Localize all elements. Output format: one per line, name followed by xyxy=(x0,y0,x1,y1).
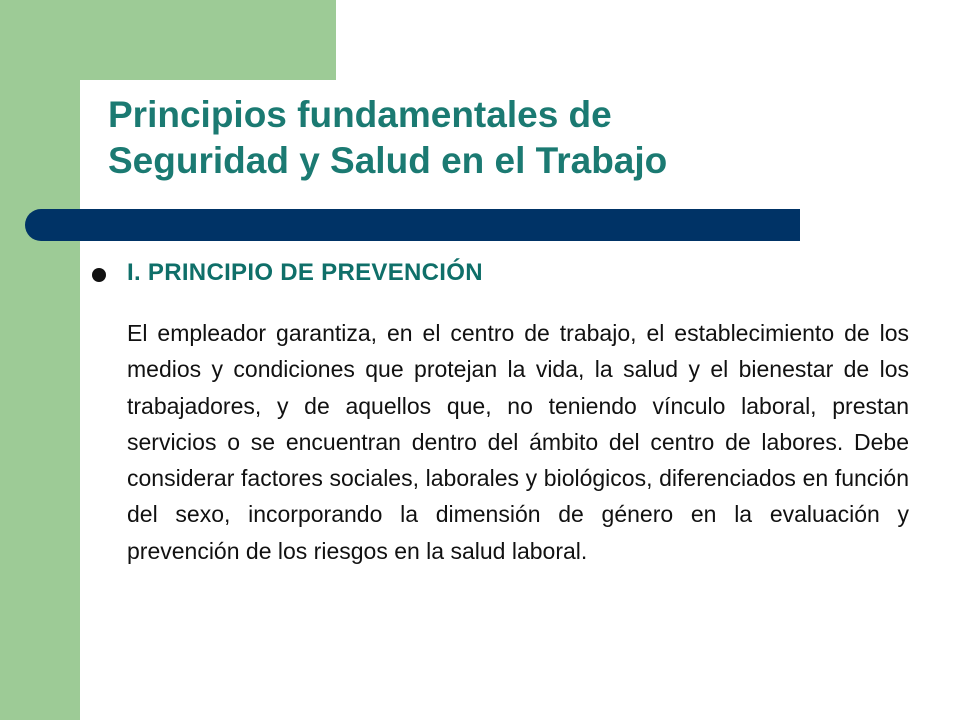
slide-title-line-2: Seguridad y Salud en el Trabajo xyxy=(108,140,668,181)
title-divider-bar xyxy=(25,209,800,241)
section-heading: I. PRINCIPIO DE PREVENCIÓN xyxy=(127,259,483,286)
top-accent-block xyxy=(80,0,336,80)
left-accent-strip xyxy=(0,0,80,720)
bullet-icon xyxy=(92,268,106,282)
slide-title xyxy=(108,92,908,184)
slide-title-line-1: Principios fundamentales de xyxy=(108,94,612,135)
body-paragraph: El empleador garantiza, en el centro de trabajo, el establecimiento de los medios y condiciones que protejan la vida, la salud y el bienestar de los trabajadores, y de aquellos que, no teniendo vínculo laboral, prestan servicios o se encuentran dentro del ámbito del centro de labores. Debe considerar factores sociales, laborales y biológicos, diferenciados en función del sexo, incorporando la dimensión de género en la evaluación y prevención de los riesgos en la salud laboral. xyxy=(127,320,909,564)
